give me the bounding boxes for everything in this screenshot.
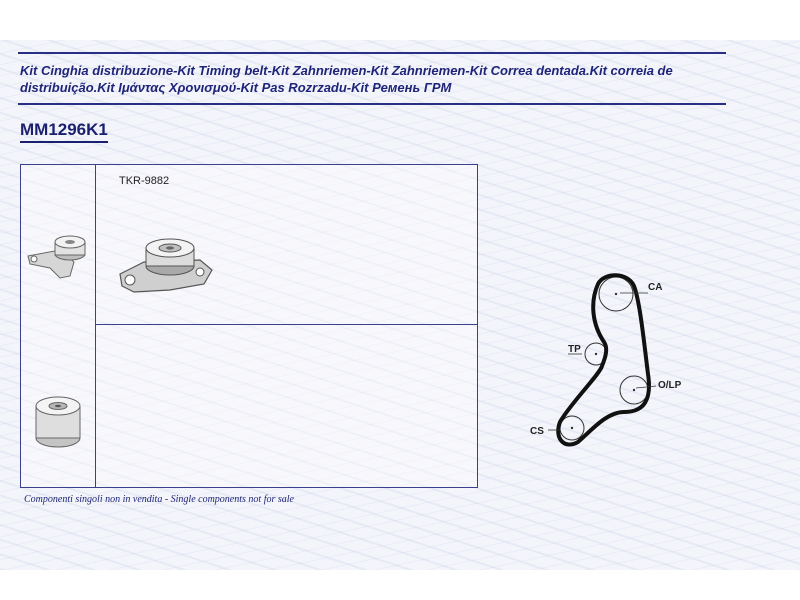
idler-roller-icon (30, 392, 86, 450)
title-rule (18, 103, 726, 105)
tensioner-pulley-detail-icon (114, 234, 218, 296)
parts-table (20, 164, 478, 488)
part-code-label: TKR-9882 (119, 175, 170, 187)
belt-routing-diagram (520, 262, 700, 452)
table-divider-horizontal (95, 324, 478, 325)
footnote: Componenti singoli non in vendita - Single components not for sale (24, 494, 294, 505)
label-olp: O/LP (658, 380, 682, 391)
kit-title: Kit Cinghia distribuzione-Kit Timing belt-Kit Zahnriemen-Kit Zahnriemen-Kit Correa dentada.Kit correia de distribuição.Kit Ιμάντας Χρονισμού-Kit Pas Rozrzadu-Kit Ремень ГРМ (20, 63, 673, 95)
timing-belt (558, 275, 649, 444)
tensioner-pulley-icon (24, 232, 92, 286)
top-rule (18, 52, 726, 54)
label-tp: TP (568, 344, 581, 355)
label-ca: CA (648, 282, 663, 293)
label-cs: CS (530, 426, 544, 437)
table-divider-vertical (95, 164, 96, 488)
kit-code: MM1296K1 (20, 120, 108, 143)
